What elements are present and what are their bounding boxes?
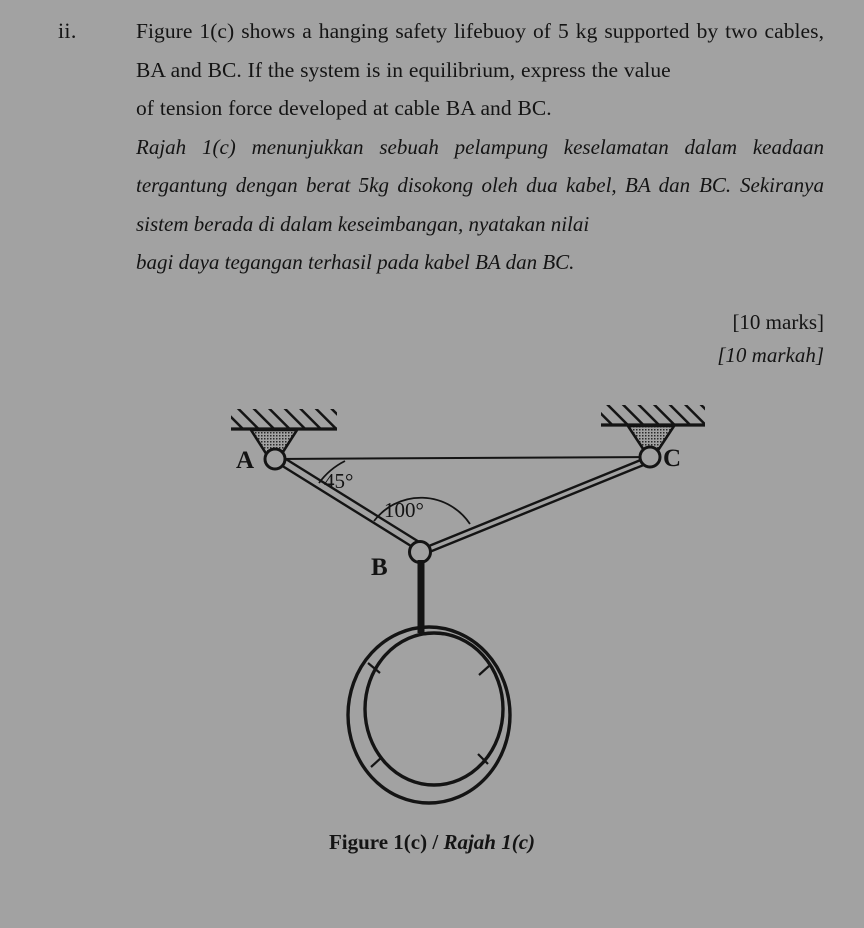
marks-malay: [10 markah] [717, 343, 824, 367]
question-line-en-2: cables, BA and BC. If the system is in equilibrium, express the value [136, 19, 824, 82]
figure-caption [0, 830, 864, 855]
marks-english: [10 marks] [732, 310, 824, 334]
vertex-label-c: C [663, 445, 682, 472]
figure-caption-english: Figure 1(c) [328, 830, 428, 854]
lifebuoy-statics-diagram [0, 390, 864, 860]
question-number: ii. [58, 18, 77, 43]
vertex-label-b: B [371, 554, 388, 581]
pin-joint-a [265, 449, 285, 469]
member-ac [275, 457, 649, 459]
pin-joint-c [640, 447, 660, 467]
angle-label-b: 100° [384, 498, 424, 522]
vertex-label-a: A [236, 447, 255, 474]
question-line-my-2: keadaan tergantung dengan berat 5kg disokong oleh dua kabel, BA dan [136, 134, 825, 197]
question-line-en-1: Figure 1(c) shows a hanging safety lifebuoy of 5 kg supported by two [136, 19, 758, 43]
lifebuoy-inner-circle [365, 633, 503, 785]
question-line-my-3: BC. Sekiranya sistem berada di dalam keseimbangan, nyatakan nilai [136, 173, 824, 236]
marks-allocation [136, 306, 824, 372]
lifebuoy-ring [348, 627, 510, 803]
figure-caption-separator: / [427, 830, 444, 854]
angle-label-a: 45° [324, 469, 354, 493]
question-body [136, 12, 824, 282]
figure-caption-malay: Rajah 1(c) [443, 830, 536, 854]
ground-hatching-a [231, 409, 337, 429]
lifebuoy-outer-circle [348, 627, 510, 803]
question-text-english [136, 12, 824, 128]
question-line-my-4: bagi daya tegangan terhasil pada kabel BA dan BC. [136, 250, 575, 274]
pin-joint-b [410, 542, 431, 563]
question-text-malay [136, 128, 824, 282]
question-line-en-3: of tension force developed at cable BA and BC. [136, 96, 552, 120]
lifebuoy-tick-top-right [479, 666, 489, 675]
figure-diagram [0, 390, 864, 860]
cable-bc [422, 455, 653, 555]
ground-hatching-c [601, 405, 705, 425]
lifebuoy-tick-bottom-left [371, 757, 382, 767]
question-line-my-1: Rajah 1(c) menunjukkan sebuah pelampung keselamatan dalam [136, 134, 738, 159]
